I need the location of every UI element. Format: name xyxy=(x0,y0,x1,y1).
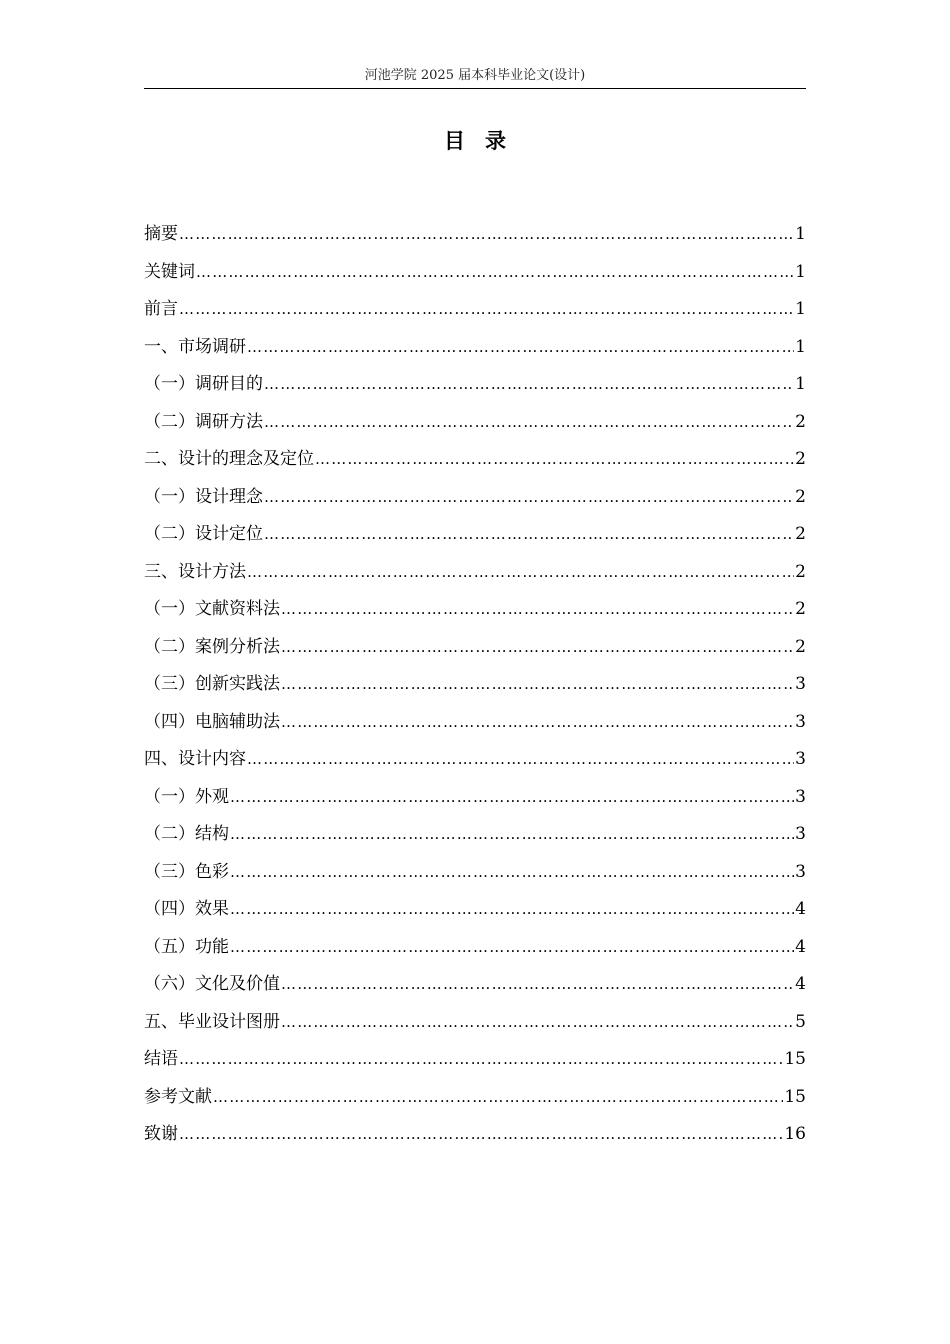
toc-entry-page: 15 xyxy=(784,1086,806,1107)
toc-entry-subsection[interactable] xyxy=(144,520,806,558)
toc-entry-subsection[interactable] xyxy=(144,670,806,708)
dot-leader xyxy=(281,708,794,736)
dot-leader xyxy=(264,408,794,436)
toc-entry-label: 前言 xyxy=(144,299,178,319)
toc-entry-page: 2 xyxy=(795,599,806,619)
toc-entry-label: 结语 xyxy=(144,1049,178,1069)
toc-entry-preface[interactable] xyxy=(144,295,806,333)
toc-entry-subsection[interactable] xyxy=(144,895,806,933)
dot-leader xyxy=(281,633,794,661)
toc-entry-label: （二）结构 xyxy=(144,824,229,844)
toc-entry-label: （二）设计定位 xyxy=(144,524,263,544)
dot-leader xyxy=(264,370,794,398)
toc-entry-subsection[interactable] xyxy=(144,633,806,671)
toc-title: 目录 xyxy=(444,129,526,153)
toc-entry-references[interactable] xyxy=(144,1083,806,1121)
toc-entry-page: 2 xyxy=(795,636,806,657)
toc-entry-page: 16 xyxy=(784,1124,806,1144)
dot-leader xyxy=(264,520,794,548)
dot-leader xyxy=(281,1008,794,1036)
toc-entry-page: 5 xyxy=(795,1011,806,1032)
toc-entry-page: 1 xyxy=(795,261,806,282)
toc-entry-label: （三）创新实践法 xyxy=(144,674,280,694)
toc-entry-label: （四）效果 xyxy=(144,899,229,919)
dot-leader xyxy=(281,670,794,698)
toc-entry-page: 4 xyxy=(795,974,806,994)
toc-entry-page: 3 xyxy=(795,861,806,882)
toc-entry-page: 15 xyxy=(784,1049,806,1069)
dot-leader xyxy=(230,783,794,811)
toc-entry-section-1[interactable] xyxy=(144,333,806,371)
toc-entry-label: 三、设计方法 xyxy=(144,561,246,582)
toc-entry-section-3[interactable] xyxy=(144,558,806,596)
toc-entry-label: （六）文化及价值 xyxy=(144,974,280,994)
toc-entry-label: （一）设计理念 xyxy=(144,486,263,507)
header-divider xyxy=(144,88,806,89)
toc-entry-section-4[interactable] xyxy=(144,745,806,783)
toc-entry-subsection[interactable] xyxy=(144,858,806,896)
toc-entry-page: 3 xyxy=(795,786,806,807)
toc-entry-label: （三）色彩 xyxy=(144,861,229,882)
toc-entry-page: 1 xyxy=(795,224,806,244)
toc-entry-page: 1 xyxy=(795,336,806,357)
toc-entry-label: 关键词 xyxy=(144,261,195,282)
toc-entry-conclusion[interactable] xyxy=(144,1045,806,1083)
toc-entry-label: （五）功能 xyxy=(144,936,229,957)
dot-leader xyxy=(230,895,794,923)
toc-entry-page: 2 xyxy=(795,449,806,469)
toc-entry-subsection[interactable] xyxy=(144,970,806,1008)
dot-leader xyxy=(281,595,794,623)
toc-entry-label: 五、毕业设计图册 xyxy=(144,1011,280,1032)
toc-entry-section-2[interactable] xyxy=(144,445,806,483)
toc-entry-page: 1 xyxy=(795,299,806,319)
toc-entry-page: 3 xyxy=(795,749,806,769)
toc-entry-subsection[interactable] xyxy=(144,370,806,408)
toc-entry-label: 摘要 xyxy=(144,224,178,244)
dot-leader xyxy=(247,745,794,773)
dot-leader xyxy=(281,970,794,998)
dot-leader xyxy=(230,820,794,848)
dot-leader xyxy=(196,258,794,286)
dot-leader xyxy=(213,1083,783,1111)
toc-entry-label: （二）调研方法 xyxy=(144,411,263,432)
toc-entry-label: 四、设计内容 xyxy=(144,749,246,769)
toc-entry-section-5[interactable] xyxy=(144,1008,806,1046)
toc-entry-label: （一）文献资料法 xyxy=(144,599,280,619)
toc-entry-page: 2 xyxy=(795,411,806,432)
toc-entry-keywords[interactable] xyxy=(144,258,806,296)
toc-entry-acknowledgements[interactable] xyxy=(144,1120,806,1158)
toc-entry-page: 2 xyxy=(795,486,806,507)
dot-leader xyxy=(179,220,794,248)
toc-entry-subsection[interactable] xyxy=(144,783,806,821)
toc-entry-subsection[interactable] xyxy=(144,408,806,446)
dot-leader xyxy=(230,933,794,961)
toc-entry-label: （二）案例分析法 xyxy=(144,636,280,657)
dot-leader xyxy=(247,333,794,361)
table-of-contents xyxy=(144,220,806,1158)
dot-leader xyxy=(247,558,794,586)
toc-entry-page: 3 xyxy=(795,711,806,732)
dot-leader xyxy=(264,483,794,511)
toc-entry-label: （四）电脑辅助法 xyxy=(144,711,280,732)
toc-entry-subsection[interactable] xyxy=(144,820,806,858)
dot-leader xyxy=(315,445,794,473)
toc-entry-page: 3 xyxy=(795,824,806,844)
toc-entry-label: （一）外观 xyxy=(144,786,229,807)
page-header: 河池学院 2025 届本科毕业论文(设计) xyxy=(364,68,586,83)
toc-entry-label: 一、市场调研 xyxy=(144,336,246,357)
dot-leader xyxy=(179,295,794,323)
toc-entry-page: 4 xyxy=(795,899,806,919)
toc-entry-page: 2 xyxy=(795,561,806,582)
toc-entry-page: 4 xyxy=(795,936,806,957)
dot-leader xyxy=(179,1045,783,1073)
toc-entry-label: 参考文献 xyxy=(144,1086,212,1107)
toc-entry-subsection[interactable] xyxy=(144,708,806,746)
toc-entry-subsection[interactable] xyxy=(144,933,806,971)
toc-entry-abstract[interactable] xyxy=(144,220,806,258)
toc-entry-subsection[interactable] xyxy=(144,595,806,633)
toc-entry-label: 二、设计的理念及定位 xyxy=(144,449,314,469)
dot-leader xyxy=(230,858,794,886)
toc-entry-subsection[interactable] xyxy=(144,483,806,521)
toc-entry-label: 致谢 xyxy=(144,1124,178,1144)
toc-entry-page: 1 xyxy=(795,374,806,394)
dot-leader xyxy=(179,1120,783,1148)
toc-entry-label: （一）调研目的 xyxy=(144,374,263,394)
toc-entry-page: 3 xyxy=(795,674,806,694)
toc-entry-page: 2 xyxy=(795,524,806,544)
